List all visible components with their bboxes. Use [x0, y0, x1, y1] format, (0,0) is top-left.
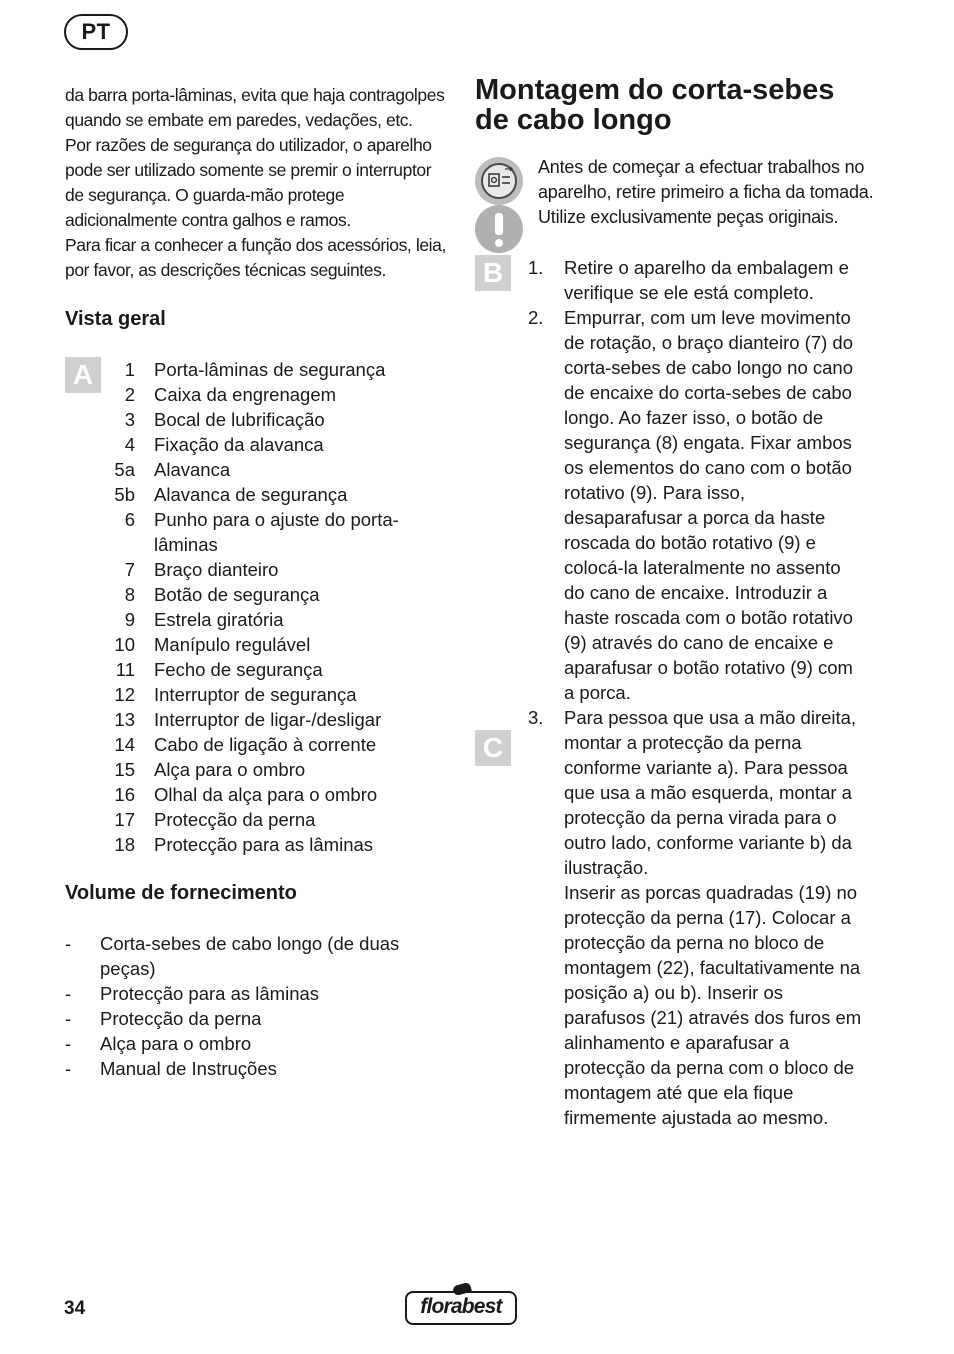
language-badge: PT: [64, 14, 128, 50]
part-number: 2: [124, 384, 135, 405]
delivery-list: [65, 931, 450, 1081]
parts-list-item: [65, 432, 450, 457]
part-label: Caixa da engrenagem: [154, 384, 337, 405]
part-label: Estrela giratória: [154, 609, 284, 630]
part-label: Olhal da alça para o ombro: [154, 784, 378, 805]
parts-list-item: [65, 357, 450, 382]
parts-list-item: [65, 832, 450, 857]
unplug-icon: [475, 157, 523, 205]
part-number: 14: [114, 734, 135, 755]
part-label: Manípulo regulável: [154, 634, 311, 655]
right-column: [475, 75, 875, 1130]
part-label: Protecção da perna: [154, 809, 316, 830]
figure-marker-a: A: [65, 357, 101, 393]
parts-list-item: [65, 457, 450, 482]
step-item: [528, 705, 875, 1130]
part-label: Interruptor de ligar-/desligar: [154, 709, 382, 730]
step-paragraph: Empurrar, com um leve movimento de rotação, o braço dianteiro (7) do corta-sebes de cabo longo no cano de encaixe do corta-sebes de cabo longo. Ao fazer isso, o botão de segurança (8) engata. Fixar ambos os elementos do cano com o botão rotativo (9). Para isso, desaparafusar a porca da haste roscada do botão rotativo (9) e colocá-la lateralmente no assento do cano de encaixe. Introduzir a haste roscada com o botão rotativo (9) através do cano de encaixe e aparafusar o botão rotativo (9) com a porca.: [564, 307, 854, 703]
parts-list-item: [65, 782, 450, 807]
part-label: Punho para o ajuste do porta-lâminas: [154, 509, 399, 555]
part-number: 16: [114, 784, 135, 805]
intro-paragraph: Por razões de segurança do utilizador, o aparelho pode ser utilizado somente se premir o interruptor de segurança. O guarda-mão protege adicionalmente contra galhos e ramos.: [65, 135, 432, 230]
step-text: [564, 705, 864, 1130]
list-dash: -: [65, 1008, 72, 1029]
delivery-item-text: Manual de Instruções: [100, 1058, 277, 1079]
part-label: Alça para o ombro: [154, 759, 306, 780]
delivery-item-text: Corta-sebes de cabo longo (de duas peças): [100, 933, 400, 979]
part-number: 5a: [114, 459, 135, 480]
part-label: Fixação da alavanca: [154, 434, 324, 455]
delivery-heading: Volume de fornecimento: [65, 882, 297, 904]
page-number: 34: [64, 1298, 86, 1319]
notice-original-parts: [475, 205, 875, 230]
step-number: 3.: [528, 707, 544, 728]
parts-overview: [65, 357, 450, 857]
part-number: 17: [114, 809, 135, 830]
part-number: 18: [114, 834, 135, 855]
brand-logo: [405, 1286, 517, 1326]
part-number: 11: [115, 659, 135, 680]
part-label: Cabo de ligação à corrente: [154, 734, 377, 755]
intro-text: [65, 83, 450, 283]
step-text: [564, 305, 864, 705]
parts-list-item: [65, 582, 450, 607]
part-number: 13: [114, 709, 135, 730]
notice-text: Utilize exclusivamente peças originais.: [538, 207, 839, 227]
parts-list: [65, 357, 450, 857]
intro-paragraph: da barra porta-lâminas, evita que haja contragolpes quando se embate em paredes, vedações, etc.: [65, 85, 445, 130]
part-number: 3: [124, 409, 135, 430]
parts-list-item: [65, 607, 450, 632]
parts-list-item: [65, 632, 450, 657]
step-number: 2.: [528, 307, 544, 328]
delivery-item: [65, 1006, 450, 1031]
brand-wordmark: florabest: [420, 1295, 502, 1318]
list-dash: -: [65, 1058, 72, 1079]
part-number: 10: [114, 634, 135, 655]
warning-icon: [475, 205, 523, 253]
delivery-item: [65, 1031, 450, 1056]
step-item: [528, 305, 875, 705]
part-label: Braço dianteiro: [154, 559, 279, 580]
notice-text: Antes de começar a efectuar trabalhos no aparelho, retire primeiro a ficha da tomada.: [538, 157, 874, 202]
part-label: Protecção para as lâminas: [154, 834, 374, 855]
parts-list-item: [65, 707, 450, 732]
step-item: [528, 255, 875, 305]
notice-unplug: [475, 155, 875, 205]
part-number: 7: [124, 559, 135, 580]
delivery-item-text: Protecção da perna: [100, 1008, 262, 1029]
step-paragraph: Inserir as porcas quadradas (19) no protecção da perna (17). Colocar a protecção da perna no bloco de montagem (22), facultativamente na posição a) ou b). Inserir os parafusos (21) através dos furos em alinhamento e aparafusar a protecção da perna com o bloco de montagem até que ela fique firmemente ajustada ao mesmo.: [564, 882, 862, 1128]
parts-list-item: [65, 507, 450, 557]
part-number: 12: [114, 684, 135, 705]
parts-list-item: [65, 407, 450, 432]
part-label: Interruptor de segurança: [154, 684, 357, 705]
step-number: 1.: [528, 257, 544, 278]
parts-list-item: [65, 732, 450, 757]
step-paragraph: Para pessoa que usa a mão direita, montar a protecção da perna conforme variante a). Para pessoa que usa a mão esquerda, montar a protecção da perna virada para o outro lado, conforme variante b) da ilustração.: [564, 707, 857, 878]
figure-marker-c: C: [475, 730, 511, 766]
delivery-item-text: Protecção para as lâminas: [100, 983, 320, 1004]
part-number: 4: [124, 434, 135, 455]
left-column: [65, 83, 450, 1081]
part-label: Bocal de lubrificação: [154, 409, 325, 430]
part-number: 5b: [114, 484, 135, 505]
steps-list: [475, 255, 875, 1130]
parts-list-item: [65, 482, 450, 507]
parts-list-item: [65, 682, 450, 707]
parts-list-item: [65, 382, 450, 407]
intro-paragraph: Para ficar a conhecer a função dos acessórios, leia, por favor, as descrições técnicas seguintes.: [65, 235, 446, 280]
part-number: 15: [114, 759, 135, 780]
section-title: Montagem do corta-sebes de cabo longo: [475, 74, 835, 136]
list-dash: -: [65, 1033, 72, 1054]
delivery-item: [65, 931, 450, 981]
part-number: 1: [124, 359, 135, 380]
delivery-item-text: Alça para o ombro: [100, 1033, 252, 1054]
delivery-item: [65, 1056, 450, 1081]
parts-list-item: [65, 557, 450, 582]
part-label: Alavanca de segurança: [154, 484, 348, 505]
parts-list-item: [65, 757, 450, 782]
overview-heading: Vista geral: [65, 308, 166, 330]
parts-list-item: [65, 657, 450, 682]
part-label: Fecho de segurança: [154, 659, 323, 680]
part-number: 6: [124, 509, 135, 530]
part-label: Alavanca: [154, 459, 231, 480]
delivery-item: [65, 981, 450, 1006]
step-paragraph: Retire o aparelho da embalagem e verifique se ele está completo.: [564, 257, 849, 303]
part-number: 9: [124, 609, 135, 630]
step-text: [564, 255, 864, 305]
list-dash: -: [65, 933, 72, 954]
part-label: Porta-lâminas de segurança: [154, 359, 386, 380]
list-dash: -: [65, 983, 72, 1004]
figure-marker-b: B: [475, 255, 511, 291]
part-number: 8: [124, 584, 135, 605]
part-label: Botão de segurança: [154, 584, 320, 605]
parts-list-item: [65, 807, 450, 832]
assembly-steps: [475, 255, 875, 1130]
